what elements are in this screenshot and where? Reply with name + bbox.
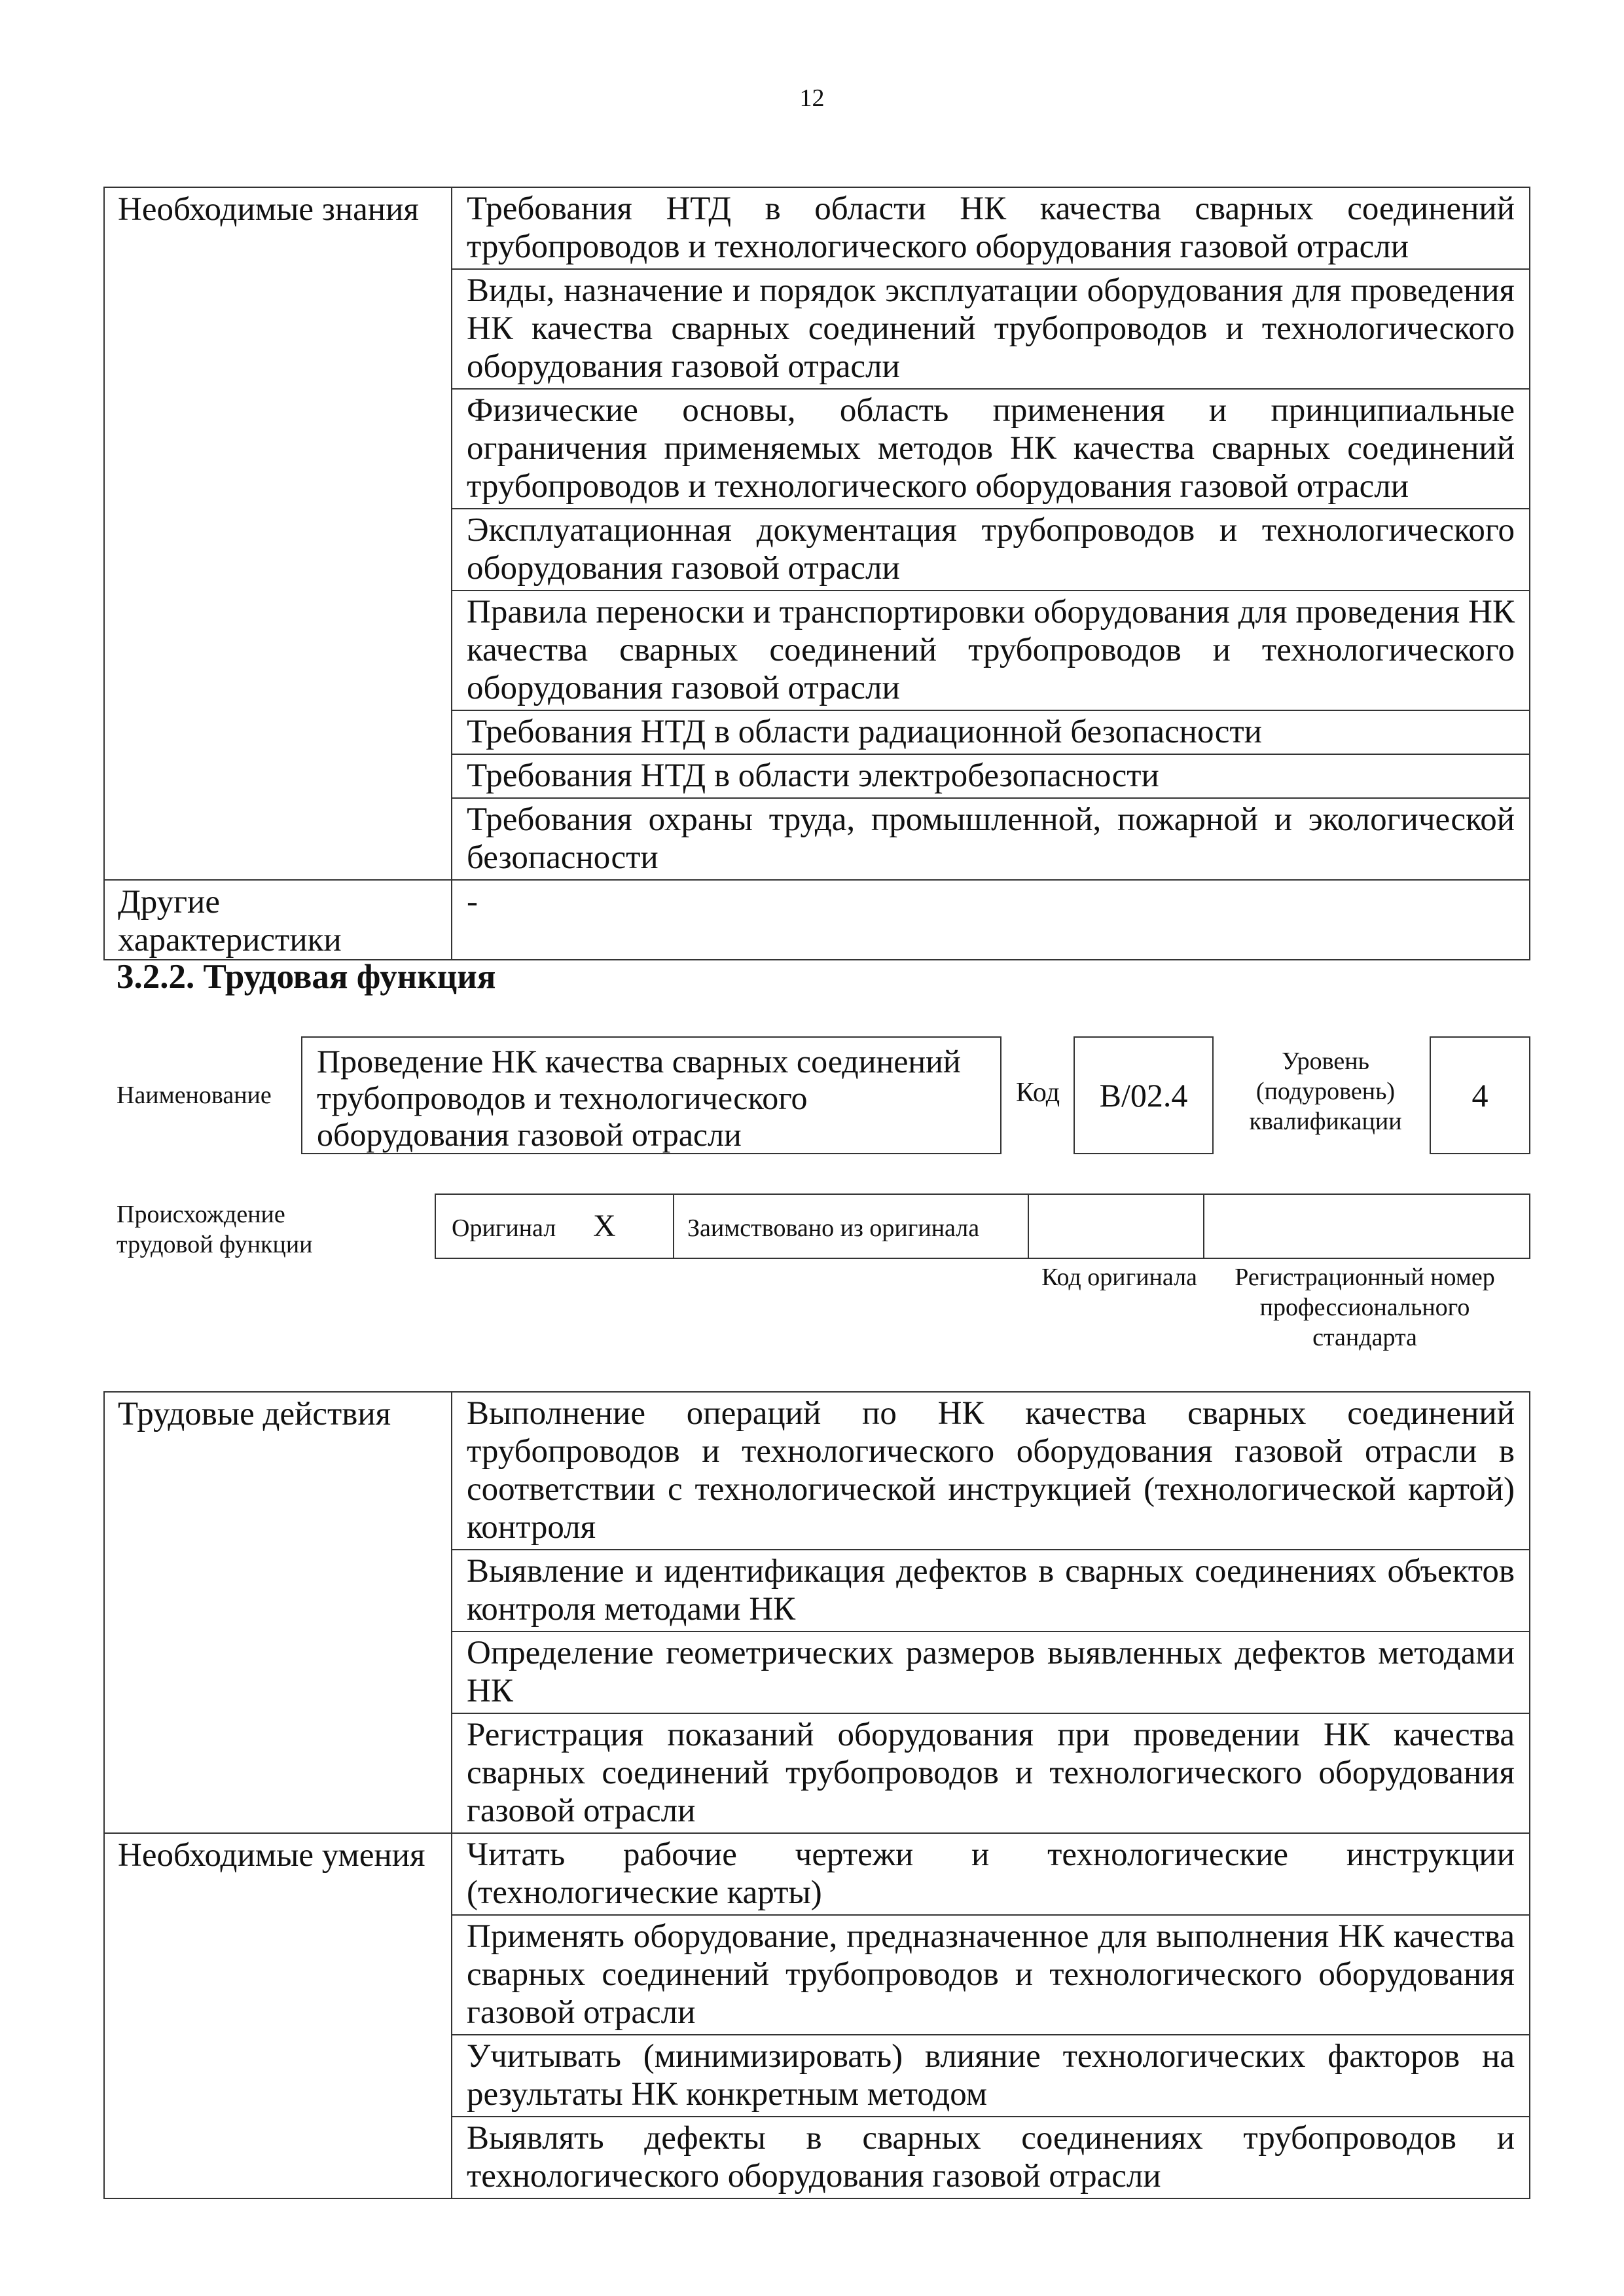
knowledge-label: Необходимые знания [104,187,452,880]
knowledge-item: Правила переноски и транспортировки оборудования для проведения НК качества сварных соединений трубопроводов и технологического оборудования газовой отрасли [452,591,1530,710]
origin-row [435,1194,1530,1259]
borrowed-label: Заимствовано из оригинала [687,1214,980,1242]
actions-label: Трудовые действия [104,1392,452,1833]
skill-item: Учитывать (минимизировать) влияние технологических факторов на результаты НК конкретным методом [452,2035,1530,2117]
level-label: Уровень (подуровень) квалификации [1249,1048,1402,1135]
knowledge-item: Виды, назначение и порядок эксплуатации оборудования для проведения НК качества сварных соединений трубопроводов и технологического оборудования газовой отрасли [452,269,1530,389]
skill-item: Выявлять дефекты в сварных соединениях трубопроводов и технологического оборудования газовой отрасли [452,2117,1530,2198]
code-box [1074,1036,1214,1154]
level-box [1430,1036,1530,1154]
original-label: Оригинал [452,1214,556,1242]
code-label: Код [1016,1078,1060,1108]
table-row [104,1392,1530,1550]
section-heading: 3.2.2. Трудовая функция [117,958,496,996]
knowledge-item: Эксплуатационная документация трубопроводов и технологического оборудования газовой отрасли [452,509,1530,591]
code-value: B/02.4 [1099,1077,1188,1114]
original-code-caption: Код оригинала [1041,1264,1197,1291]
origin-reg-number-cell [1204,1195,1529,1258]
action-item: Выполнение операций по НК качества сварных соединений трубопроводов и технологического оборудования газовой отрасли в соответствии с технологической инструкцией (технологической картой) контроля [452,1392,1530,1550]
origin-original-cell [436,1195,674,1258]
skill-item: Читать рабочие чертежи и технологические инструкции (технологические карты) [452,1833,1530,1915]
origin-label: Происхождение трудовой функции [117,1201,313,1258]
knowledge-item: Физические основы, область применения и принципиальные ограничения применяемых методов НК качества сварных соединений трубопроводов и технологического оборудования газовой отрасли [452,389,1530,509]
reg-number-caption: Регистрационный номер профессионального стандарта [1235,1264,1495,1351]
origin-code-cell [1029,1195,1204,1258]
other-characteristics-label: Другие характеристики [104,880,452,960]
origin-borrowed-cell [674,1195,1029,1258]
table-row [104,880,1530,960]
name-label: Наименование [117,1082,272,1109]
function-name-value: Проведение НК качества сварных соединений трубопроводов и технологического оборудования газовой отрасли [317,1043,961,1153]
other-characteristics-value: - [452,880,1530,960]
table-row [104,1833,1530,1915]
level-value: 4 [1471,1077,1489,1114]
knowledge-item: Требования охраны труда, промышленной, пожарной и экологической безопасности [452,798,1530,880]
original-mark: X [593,1209,616,1243]
knowledge-item: Требования НТД в области НК качества сварных соединений трубопроводов и технологического оборудования газовой отрасли [452,187,1530,269]
skill-item: Применять оборудование, предназначенное для выполнения НК качества сварных соединений трубопроводов и технологического оборудования газовой отрасли [452,1915,1530,2035]
action-item: Регистрация показаний оборудования при проведении НК качества сварных соединений трубопроводов и технологического оборудования газовой отрасли [452,1713,1530,1833]
function-name-box [301,1036,1001,1154]
page-number: 12 [799,84,825,112]
actions-table [103,1391,1530,2199]
knowledge-table [103,187,1530,960]
knowledge-item: Требования НТД в области радиационной безопасности [452,710,1530,754]
action-item: Выявление и идентификация дефектов в сварных соединениях объектов контроля методами НК [452,1550,1530,1631]
table-row [104,187,1530,269]
knowledge-item: Требования НТД в области электробезопасности [452,754,1530,798]
action-item: Определение геометрических размеров выявленных дефектов методами НК [452,1631,1530,1713]
skills-label: Необходимые умения [104,1833,452,2198]
